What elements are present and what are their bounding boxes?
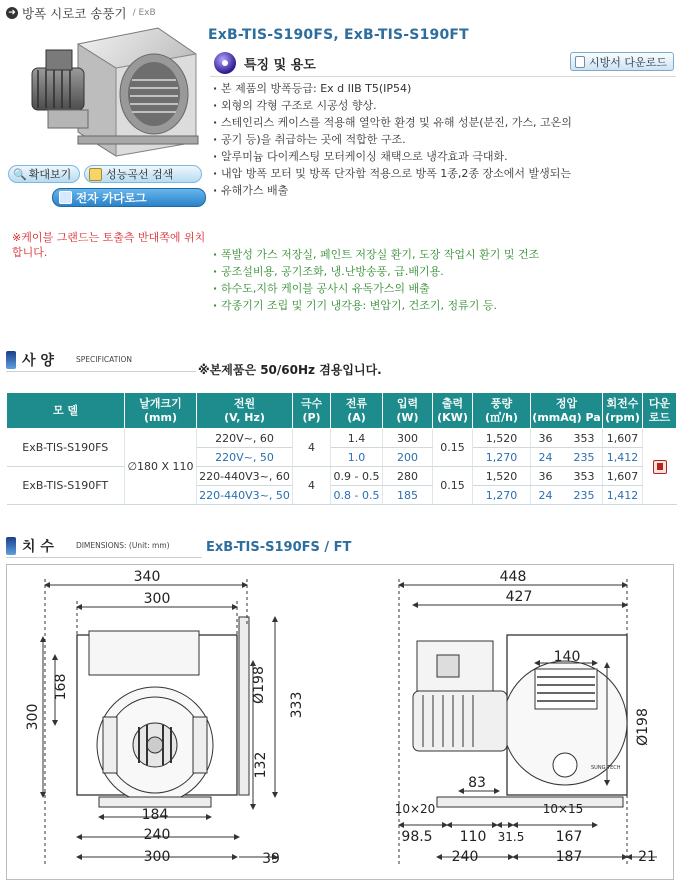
- flow-cell: 1,520: [473, 467, 531, 486]
- list-item: · 스테인리스 케이스를 적용해 열악한 환경 및 유해 성분(분진, 가스, 고온의: [212, 114, 674, 131]
- dim-label: 140: [553, 649, 581, 665]
- bullet-ball-icon: [214, 52, 236, 74]
- dim-label: 300: [25, 703, 41, 731]
- table-row: [7, 429, 677, 448]
- book-icon: [59, 191, 72, 204]
- zoom-button[interactable]: [8, 165, 80, 183]
- dim-label: 448: [499, 569, 527, 585]
- col-download: 다운 로드: [643, 393, 677, 429]
- dim-label: 300: [143, 591, 171, 607]
- spec-table: [6, 392, 677, 505]
- page-header: [6, 4, 156, 22]
- pressure-cell: 36 353: [531, 467, 603, 486]
- flow-cell: 1,520: [473, 429, 531, 448]
- model-title: ExB-TIS-S190FS, ExB-TIS-S190FT: [208, 27, 469, 43]
- e-catalog-button[interactable]: [52, 188, 206, 207]
- spec-download-label: 시방서 다운로드: [589, 55, 667, 69]
- download-cell: [643, 429, 677, 505]
- spec-download-button[interactable]: [570, 52, 674, 71]
- catalog-button-label: 전자 카다로그: [76, 190, 147, 205]
- current-cell: 1.0: [331, 448, 383, 467]
- col-input: 입력 (W): [383, 393, 433, 429]
- performance-button-label: 성능곡선 검색: [106, 168, 174, 181]
- input-cell: 280: [383, 467, 433, 486]
- list-item: · 내압 방폭 모터 및 방폭 단자함 적용으로 방폭 1종,2종 장소에서 발생되는: [212, 165, 674, 182]
- dim-label: 340: [133, 569, 161, 585]
- dim-label: 240: [451, 849, 479, 865]
- col-output: 출력 (KW): [433, 393, 473, 429]
- output-cell: 0.15: [433, 467, 473, 505]
- dim-label: Ø198: [635, 708, 651, 746]
- dim-label: 39: [262, 851, 280, 867]
- input-cell: 300: [383, 429, 433, 448]
- dim-label: 98.5: [401, 829, 433, 845]
- table-row: [7, 467, 677, 486]
- dim-label: 31.5: [497, 830, 525, 844]
- power-cell: 220V~, 60: [197, 429, 293, 448]
- dim-label: 10×15: [542, 802, 584, 816]
- col-power: 전원 (V, Hz): [197, 393, 293, 429]
- dimensions-title-en: DIMENSIONS: (Unit: mm): [75, 541, 170, 550]
- divider: [210, 76, 676, 77]
- col-model: 모 델: [7, 393, 125, 429]
- list-item: · 각종기기 조립 및 기기 냉각용: 변압기, 건조기, 정류기 등.: [212, 297, 674, 314]
- list-item: · 공기 등)을 취급하는 곳에 적합한 구조.: [212, 131, 674, 148]
- product-photo[interactable]: [18, 24, 204, 159]
- col-rpm: 회전수 (rpm): [603, 393, 643, 429]
- list-item: · 본 제품의 방폭등급: Ex d IIB T5(IP54): [212, 80, 674, 97]
- poles-cell: 4: [293, 429, 331, 467]
- dim-label: 333: [289, 691, 305, 719]
- features-title: 특징 및 용도: [244, 57, 316, 73]
- rpm-cell: 1,607: [603, 467, 643, 486]
- flow-cell: 1,270: [473, 448, 531, 467]
- current-cell: 1.4: [331, 429, 383, 448]
- dimensions-title: 치 수: [22, 538, 54, 555]
- pressure-cell: 24 235: [531, 486, 603, 505]
- download-icon[interactable]: [653, 460, 667, 474]
- usage-list: [212, 246, 674, 314]
- list-item: · 유해가스 배출: [212, 182, 674, 199]
- pressure-cell: 36 353: [531, 429, 603, 448]
- dim-label: 427: [505, 589, 533, 605]
- feature-list: [212, 80, 674, 199]
- rpm-cell: 1,607: [603, 429, 643, 448]
- pressure-cell: 24 235: [531, 448, 603, 467]
- dim-label: 132: [253, 751, 269, 779]
- dimensions-section-heading: [6, 534, 202, 558]
- section-bar-icon: [6, 351, 16, 369]
- features-heading: [214, 52, 316, 74]
- spec-title: 사 양: [22, 352, 54, 369]
- current-cell: 0.9 - 0.5: [331, 467, 383, 486]
- dim-label: 83: [468, 775, 486, 791]
- page-title: 방폭 시로코 송풍기: [22, 6, 127, 21]
- current-cell: 0.8 - 0.5: [331, 486, 383, 505]
- spec-note: ※본제품은 50/60Hz 겸용입니다.: [198, 363, 382, 377]
- rpm-cell: 1,412: [603, 486, 643, 505]
- document-icon: [575, 56, 585, 68]
- rpm-cell: 1,412: [603, 448, 643, 467]
- power-cell: 220-440V3~, 50: [197, 486, 293, 505]
- flow-cell: 1,270: [473, 486, 531, 505]
- dimension-drawing-svg: [7, 565, 673, 879]
- chart-icon: [89, 168, 102, 181]
- cable-gland-note: ※케이블 그랜드는 토출측 반대쪽에 위치 합니다.: [12, 231, 206, 259]
- dim-label: 240: [143, 827, 171, 843]
- spec-title-en: SPECIFICATION: [75, 355, 133, 364]
- zoom-button-label: 확대보기: [28, 168, 72, 181]
- col-current: 전류 (A): [331, 393, 383, 429]
- dim-label: 10×20: [394, 802, 436, 816]
- dimensions-model-title: ExB-TIS-S190FS / FT: [206, 540, 352, 555]
- dim-label: 167: [555, 829, 583, 845]
- dim-label: Ø198: [251, 666, 267, 704]
- breadcrumb[interactable]: / ExB: [132, 8, 156, 18]
- list-item: · 공조설비용, 공기조화, 냉.난방송풍, 급.배기용.: [212, 263, 674, 280]
- arrow-bullet-icon: ➜: [6, 7, 18, 19]
- output-cell: 0.15: [433, 429, 473, 467]
- blade-size-cell: ∅180 X 110: [125, 429, 197, 505]
- spec-section-heading: [6, 348, 196, 372]
- poles-cell: 4: [293, 467, 331, 505]
- input-cell: 200: [383, 448, 433, 467]
- dim-label: 110: [459, 829, 487, 845]
- input-cell: 185: [383, 486, 433, 505]
- col-pressure: 정압 (mmAq) Pa: [531, 393, 603, 429]
- dim-label: 168: [53, 673, 69, 701]
- section-bar-icon: [6, 537, 16, 555]
- list-item: · 하수도,지하 케이블 공사시 유독가스의 배출: [212, 280, 674, 297]
- list-item: · 알루미늄 다이케스팅 모터케이싱 채택으로 냉각효과 극대화.: [212, 148, 674, 165]
- dim-label: 300: [143, 849, 171, 865]
- brand-label: SUNG TECH: [591, 765, 621, 771]
- col-poles: 극수 (P): [293, 393, 331, 429]
- magnifier-icon: 🔍: [13, 167, 27, 181]
- dimension-drawing[interactable]: [6, 564, 674, 880]
- list-item: · 외형의 각형 구조로 시공성 향상.: [212, 97, 674, 114]
- col-blade: 날개크기 (mm): [125, 393, 197, 429]
- col-flow: 풍량 (㎥/h): [473, 393, 531, 429]
- performance-curve-button[interactable]: [84, 165, 202, 183]
- dim-label: 187: [555, 849, 583, 865]
- dim-label: 21: [638, 849, 656, 865]
- table-header-row: [7, 393, 677, 429]
- power-cell: 220V~, 50: [197, 448, 293, 467]
- model-cell: ExB-TIS-S190FT: [7, 467, 125, 505]
- model-cell: ExB-TIS-S190FS: [7, 429, 125, 467]
- dim-label: 184: [141, 807, 169, 823]
- list-item: · 폭발성 가스 저장실, 페인트 저장실 환기, 도장 작업시 환기 및 건조: [212, 246, 674, 263]
- power-cell: 220-440V3~, 60: [197, 467, 293, 486]
